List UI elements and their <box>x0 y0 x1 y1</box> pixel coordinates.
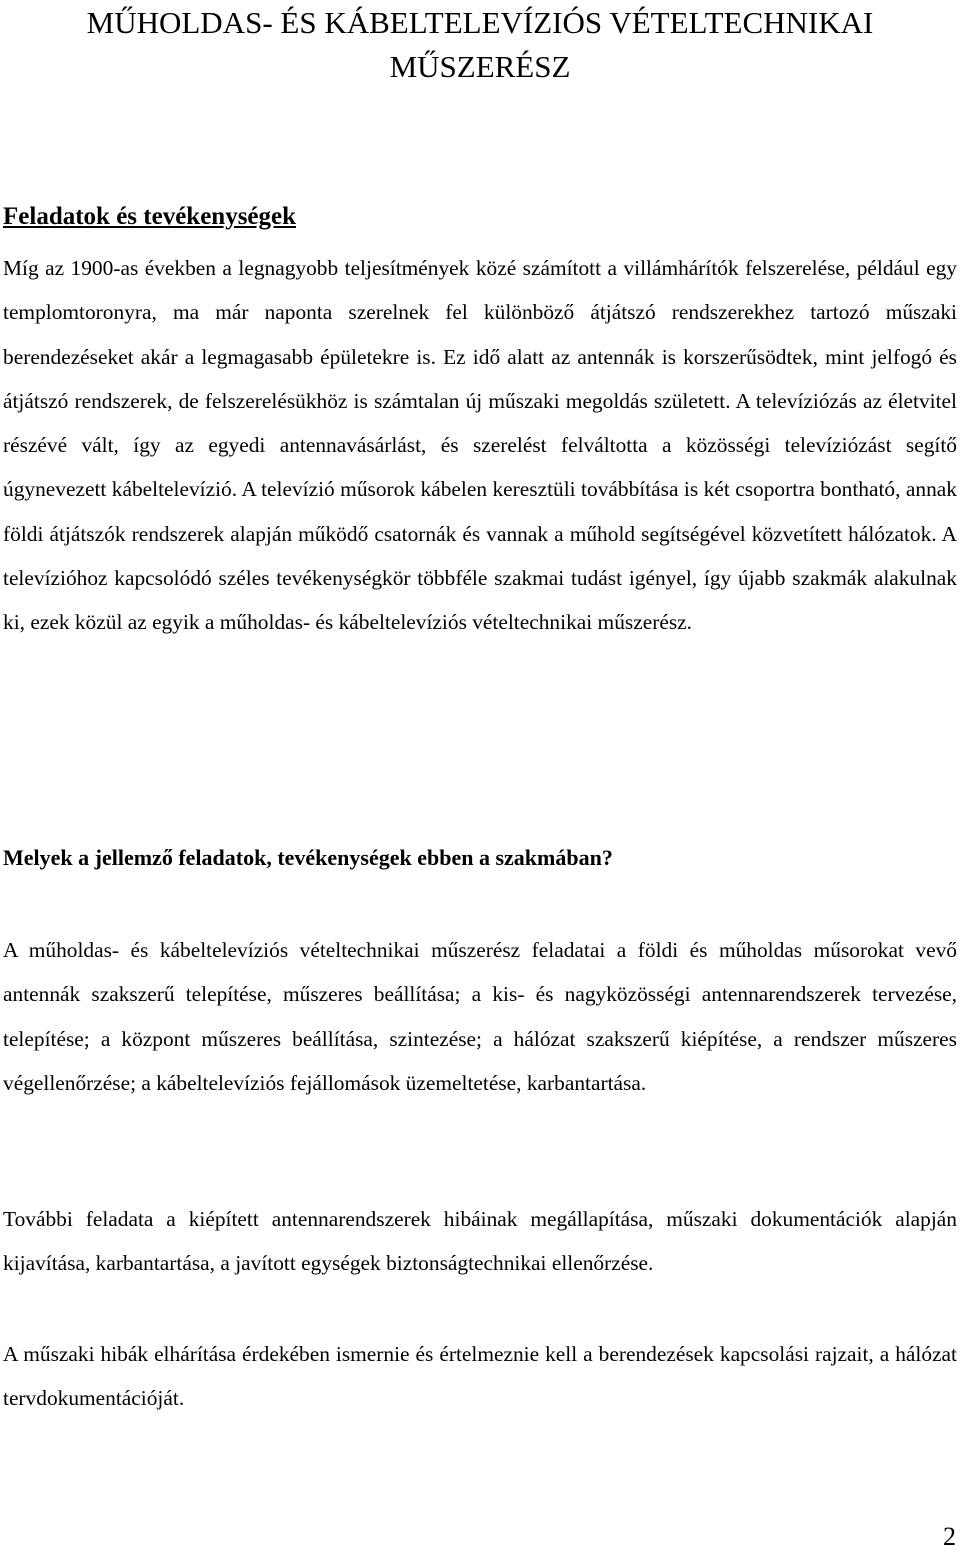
section-heading: Feladatok és tevékenységek <box>3 203 297 230</box>
tasks-paragraph: A műholdas- és kábeltelevíziós vételtechnikai műszerész feladatai a földi és műholdas műsorokat vevő antennák szakszerű telepítése, műszeres beállítása; a kis- és nagyközösségi antennarendszerek tervezése, telepítése; a központ műszeres beállítása, szintezése; a hálózat szakszerű kiépítése, a rendszer műszeres végellenőrzése; a kábeltelevíziós fejállomások üzemeltetése, karbantartása. <box>3 938 957 1095</box>
page-number: 2 <box>943 1522 956 1551</box>
further-tasks-paragraph: További feladata a kiépített antennarendszerek hibáinak megállapítása, műszaki dokumentációk alapján kijavítása, karbantartása, a javított egységek biztonságtechnikai ellenőrzése. <box>3 1207 957 1276</box>
document-page <box>3 0 957 1411</box>
page-title <box>3 0 957 89</box>
intro-paragraph: Míg az 1900-as években a legnagyobb teljesítmények közé számított a villámhárítók felszerelése, például egy templomtoronyra, ma már naponta szerelnek fel különböző átjátszó rendszerekhez tartozó műszaki berendezéseket akár a legmagasabb épületekre is. Ez idő alatt az antennák is korszerűsödtek, mint jelfogó és átjátszó rendszerek, de felszerelésükhöz is számtalan új műszaki megoldás született. A televíziózás az életvitel részévé vált, így az egyedi antennavásárlást, és szerelést felváltotta a közösségi televíziózást segítő úgynevezett kábeltelevízió. A televízió műsorok kábelen keresztüli továbbítása is két csoportra bontható, annak földi átjátszók rendszerek alapján működő csatornák és vannak a műhold segítségével közvetített hálózatok. A televízióhoz kapcsolódó széles tevékenységkör többféle szakmai tudást igényel, így újabb szakmák alakulnak ki, ezek közül az egyik a műholdas- és kábeltelevíziós vételtechnikai műszerész. <box>3 256 957 635</box>
page-title-line-2: MŰSZERÉSZ <box>389 49 571 84</box>
page-title-line-1: MŰHOLDAS- ÉS KÁBELTELEVÍZIÓS VÉTELTECHNIKAI <box>86 5 874 40</box>
question-heading: Melyek a jellemző feladatok, tevékenységek ebben a szakmában? <box>3 845 613 870</box>
repair-paragraph: A műszaki hibák elhárítása érdekében ismernie és értelmeznie kell a berendezések kapcsolási rajzait, a hálózat tervdokumentációját. <box>3 1342 957 1411</box>
